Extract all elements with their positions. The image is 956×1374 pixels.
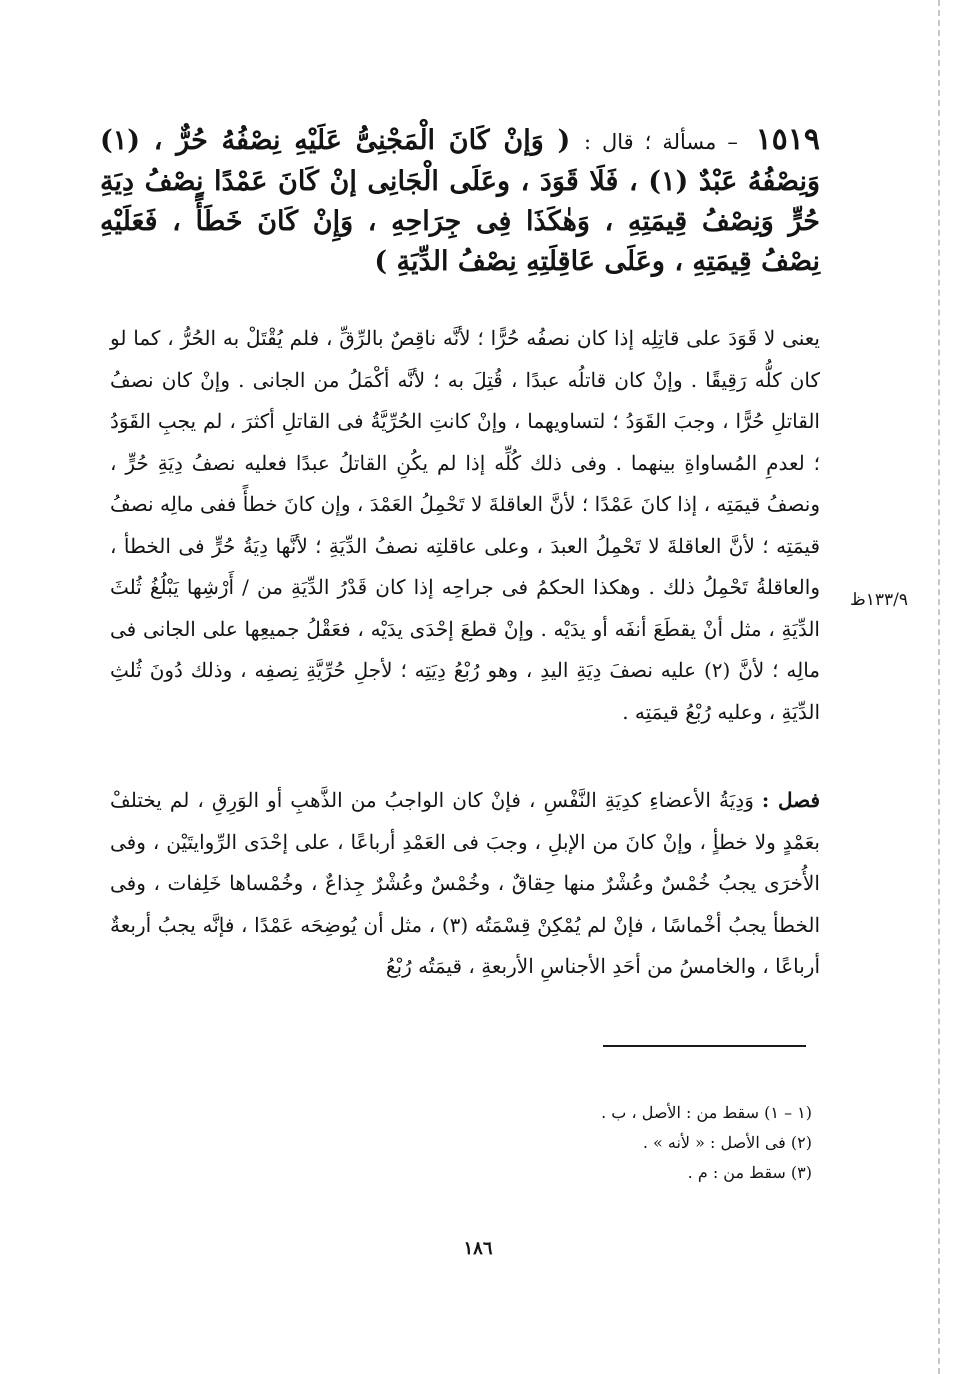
commentary-paragraph: يعنى لا قَوَدَ على قاتِلِه إذا كان نصفُه حُرًّا ؛ لأنَّه ناقِصٌ بالرِّقِّ ، فلم يُقْتَلْ به الحُرُّ ، كما لو كان كلُّه رَقِيقًا . وإنْ كان قاتلُه عبدًا ، قُتِلَ به ؛ لأنَّه أكْمَلُ من الجانى . وإنْ كان نصفُ القاتلِ حُرًّا ، وجبَ القَوَدُ ؛ لتساويهما ، وإنْ كانتِ الحُرِّيَّةُ فى القاتلِ أكثرَ ، لم يجبِ القَوَدُ ؛ لعدمِ المُساواةِ بينهما . وفى ذلك كُلِّه إذا لم يكُنِ القاتلُ عبدًا فعليه نصفُ دِيَةِ حُرٍّ ، ونصفُ قيمَتِه ، إذا كانَ عَمْدًا ؛ لأنَّ العاقلةَ لا تَحْمِلُ العَمْدَ ، وإن كانَ خطأً ففى مالِه نصفُ قيمَتِه ؛ لأنَّ العاقلةَ لا تَحْمِلُ العبدَ ، وعلى عاقلتِه نصفُ الدِّيَةِ ؛ لأنَّها دِيَةُ حُرٍّ فى الخطأ ، والعاقلةُ تَحْمِلُ ذلك . وهكذا الحكمُ فى جراحِه إذا كان قَدْرُ الدِّيَةِ من / أَرْشِها يَبْلُغُ ثُلثَ الدِّيَةِ ، مثل أنْ يقطَعَ أنفَه أو يدَيْه . وإنْ قطعَ إحْدَى يدَيْه ، فعَقْلُ جميعِها على الجانى فى مالِه ؛ لأنَّ (٢) عليه نصفَ دِيَةِ اليدِ ، وهو رُبْعُ دِيَتِه ؛ لأجلِ حُرِّيَّةِ نِصفِه ، وذلك دُونَ ثُلثِ الدِّيَةِ ، وعليه رُبْعُ قيمَتِه . [110,326,821,724]
issue-lead: – مسألة ؛ قال : [583,130,738,154]
footnote-1: (١ – ١) سقط من : الأصل ، ب . [601,1103,812,1122]
issue-number: ١٥١٩ [755,122,821,157]
margin-reference: ١٣٣/٩ظ [850,590,908,610]
issue-text: ( وَإنْ كَانَ الْمَجْنِىُّ عَلَيْهِ نِصْفُهُ حُرٌّ ، (١) وَنِصْفُهُ عَبْدٌ (١) ، فَلَا قَوَدَ ، وعَلَى الْجَانِى إنْ كَانَ عَمْدًا نِصْفُ دِيَةِ حُرٍّ وَنِصْفُ قِيمَتِهِ ، وَهٰكَذَا فِى جِرَاحِهِ ، وَإِنْ كَانَ خَطَأً ، فَعَلَيْهِ نِصْفُ قِيمَتِهِ ، وعَلَى عَاقِلَتِهِ نِصْفُ الدِّيَةِ ) [100,125,821,277]
footnote-3: (٣) سقط من : م . [687,1163,812,1182]
section-paragraph [110,780,820,988]
footnote-divider [603,1045,806,1047]
footnote-2: (٢) فى الأصل : « لأنه » . [642,1133,812,1152]
issue-heading [100,120,820,282]
footnotes [420,1098,812,1188]
section-label: فصل : [761,788,821,812]
page-edge-line [938,0,940,1374]
section-text: وَدِيَةُ الأعضاءِ كدِيَةِ النَّفْسِ ، فإنْ كان الواجبُ من الذَّهبِ أو الوَرِقِ ، لم يختلفْ بعَمْدٍ ولا خطأٍ ، وإنْ كانَ من الإبلِ ، وجبَ فى العَمْدِ أرباعًا ، على إحْدَى الرِّوايتَيْن ، وفى الأُخرَى يجبُ خُمْسٌ وعُشْرٌ منها حِقاقٌ ، وخُمْسٌ وعُشْرٌ جِذاعٌ ، وخُمْساها خَلِفات ، وفى الخطأ يجبُ أخْماسًا ، فإنْ لم يُمْكِنْ قِسْمَتُه (٣) ، مثل أن يُوضِحَه عَمْدًا ، فإنَّه يجبُ أربعةٌ أرباعًا ، والخامسُ من أحَدِ الأجناسِ الأربعةِ ، قيمَتُه رُبْعُ [110,788,821,978]
page-number: ١٨٦ [463,1238,493,1259]
